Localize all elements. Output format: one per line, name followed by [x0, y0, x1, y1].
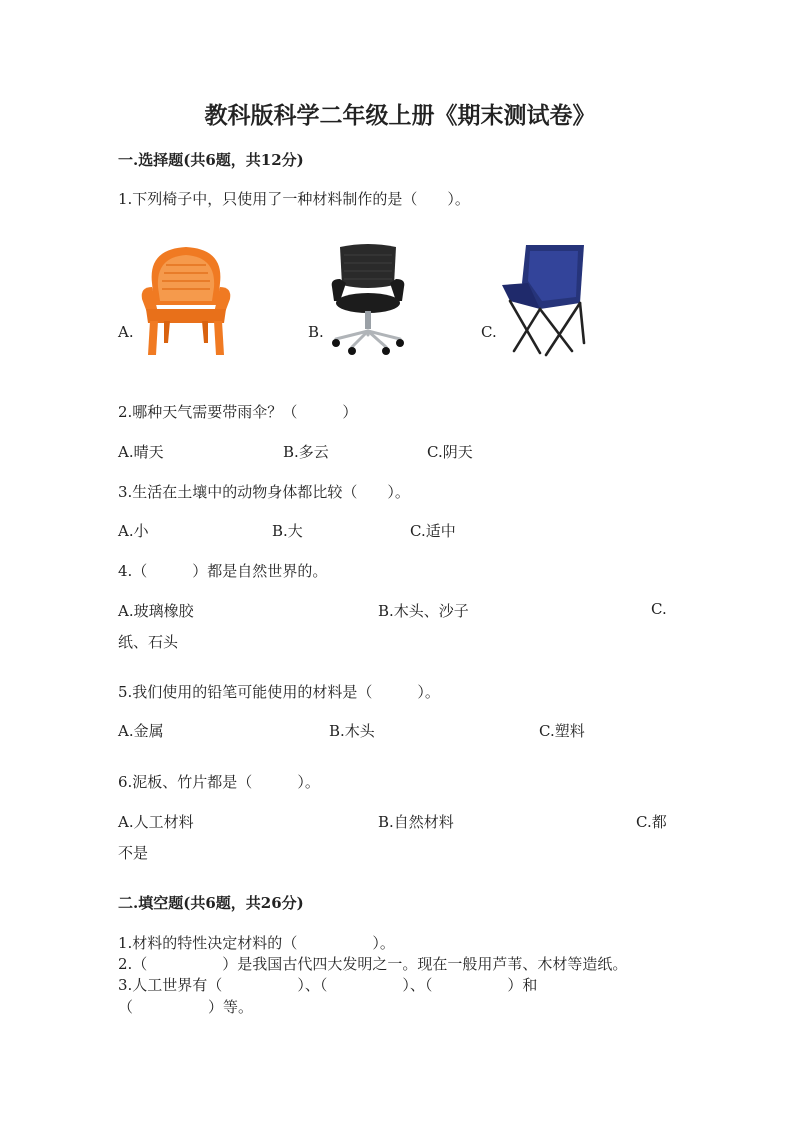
- question-3-stem: 3.生活在土壤中的动物身体都比较（ ）。: [118, 483, 410, 501]
- section-heading-fill: 二.填空题(共6题，共26分): [118, 894, 304, 912]
- question-5-option-b: B.木头: [329, 722, 375, 740]
- section-heading-choice: 一.选择题(共6题，共12分): [118, 151, 304, 169]
- question-1-option-b: B.: [308, 323, 324, 341]
- question-2-option-a: A.晴天: [118, 443, 164, 461]
- folding-chair-image: [500, 243, 590, 357]
- question-6-option-c: C.都: [636, 813, 667, 831]
- question-2-option-c: C.阴天: [427, 443, 473, 461]
- office-chair-image: [328, 243, 408, 355]
- question-6-option-c-text: 不是: [118, 844, 149, 862]
- page-title: 教科版科学二年级上册《期末测试卷》: [204, 102, 596, 129]
- question-2-stem: 2.哪种天气需要带雨伞？（ ）: [118, 403, 358, 421]
- question-5-option-a: A.金属: [118, 722, 164, 740]
- question-6-option-b: B.自然材料: [378, 813, 454, 831]
- question-3-option-a: A.小: [118, 522, 149, 540]
- fill-question-1: 1.材料的特性决定材料的（ ）。: [118, 934, 395, 952]
- question-1-option-a: A.: [118, 323, 134, 341]
- question-4-option-c-text: 纸、石头: [118, 633, 179, 651]
- question-5-stem: 5.我们使用的铅笔可能使用的材料是（ ）。: [118, 683, 440, 701]
- question-4-option-c: C.: [651, 600, 667, 618]
- question-6-stem: 6.泥板、竹片都是（ ）。: [118, 773, 320, 791]
- question-1-option-c: C.: [481, 323, 497, 341]
- question-3-option-b: B.大: [272, 522, 303, 540]
- fill-question-3: 3.人工世界有（ ）、（ ）、（ ）和: [118, 976, 538, 994]
- question-6-option-a: A.人工材料: [118, 813, 194, 831]
- fill-question-3-cont: （ ）等。: [118, 998, 254, 1016]
- question-4-option-a: A.玻璃橡胶: [118, 602, 194, 620]
- question-2-option-b: B.多云: [283, 443, 329, 461]
- question-1-stem: 1.下列椅子中，只使用了一种材料制作的是（ ）。: [118, 190, 470, 208]
- question-3-option-c: C.适中: [410, 522, 456, 540]
- fill-question-2: 2.（ ）是我国古代四大发明之一。现在一般用芦苇、木材等造纸。: [118, 955, 628, 973]
- question-4-stem: 4.（ ）都是自然世界的。: [118, 562, 328, 580]
- plastic-chair-image: [138, 243, 234, 357]
- question-5-option-c: C.塑料: [539, 722, 585, 740]
- question-4-option-b: B.木头、沙子: [378, 602, 469, 620]
